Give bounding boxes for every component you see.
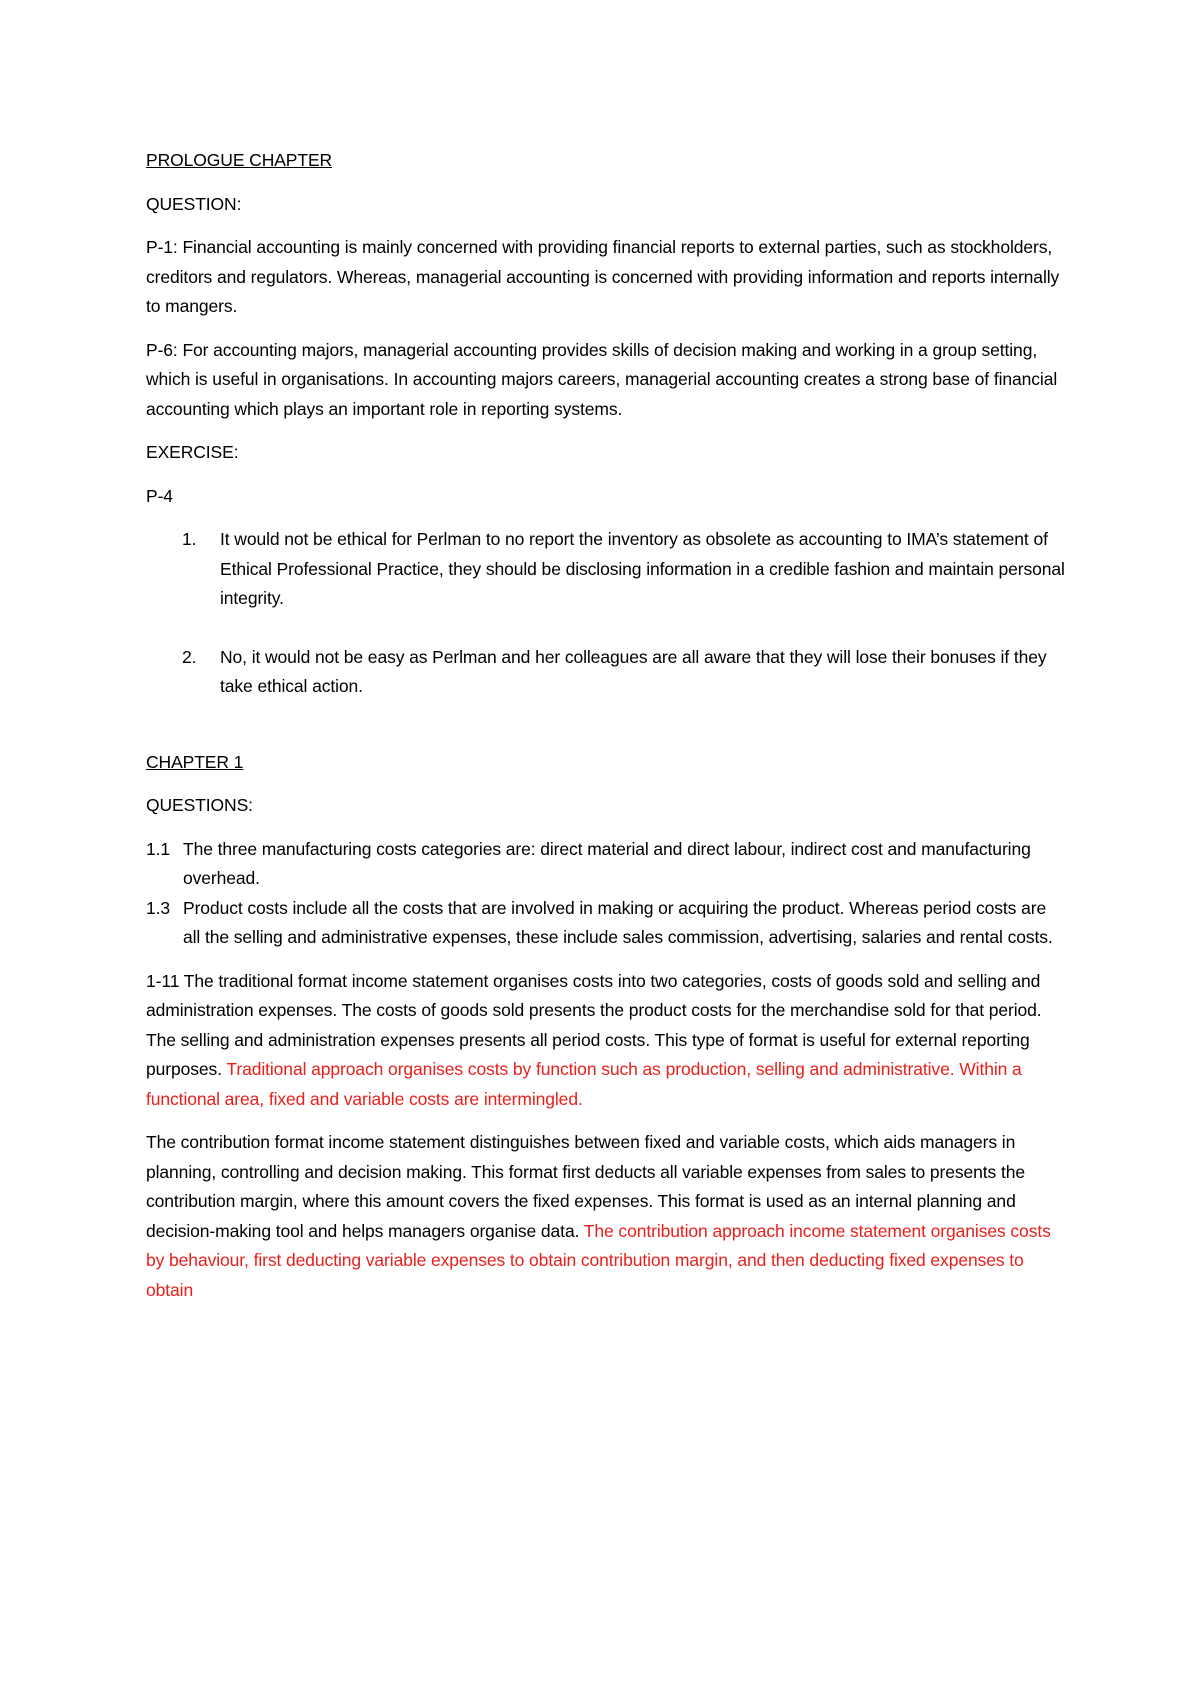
answer-1-11 [146,967,1066,1115]
exercise-label: EXERCISE: [146,442,239,462]
prologue-heading: PROLOGUE CHAPTER [146,150,333,170]
question-text: The three manufacturing costs categories are: direct material and direct labour, indirect cost and manufacturing overhead. [183,838,1031,888]
document-body [146,146,1066,1319]
question-number: 1.1 [146,838,171,859]
chapter1-heading: CHAPTER 1 [146,751,244,772]
question-item [146,835,1066,894]
exercise-item-number: 1. [182,529,197,549]
question-number: 1.3 [146,897,171,918]
exercise-list [146,525,1066,702]
answer-contribution-text: The contribution format income statement distinguishes between fixed and variable costs, which aids managers in planning, controlling and decision making. This format first deducts all variable expenses from sales to presents the contribution margin, where this amount covers the fixed expenses. This format is used as an internal planning and decision-making tool and helps managers organise data. [146,1132,1025,1241]
exercise-item [146,525,1066,614]
question-item [146,894,1066,953]
exercise-item [146,643,1066,702]
answer-1-11-text: 1-11 The traditional format income statement organises costs into two categories, costs of goods sold and selling and administration expenses. The costs of goods sold presents the product costs for the merchandise sold for that period. The selling and administration expenses presents all period costs. This type of format is useful for external reporting purposes. [146,970,1042,1079]
exercise-item-text: It would not be ethical for Perlman to no report the inventory as obsolete as accounting to IMA’s statement of Ethical Professional Practice, they should be disclosing information in a credible fashion and maintain personal integrity. [220,529,1065,608]
exercise-id: P-4 [146,485,173,506]
answer-contribution-correction: The contribution approach income statement organises costs by behaviour, first deducting variable expenses to obtain contribution margin, and then deducting fixed expenses to obtain [146,1220,1051,1300]
chapter1-question-list [146,835,1066,953]
answer-p6: P-6: For accounting majors, managerial accounting provides skills of decision making and working in a group setting, which is useful in organisations. In accounting majors careers, managerial accounting creates a strong base of financial accounting which plays an important role in reporting systems. [146,339,1058,419]
question-text: Product costs include all the costs that are involved in making or acquiring the product. Whereas period costs are all the selling and administrative expenses, these include sales commission, advertising, salaries and rental costs. [183,897,1053,947]
answer-p1: P-1: Financial accounting is mainly concerned with providing financial reports to external parties, such as stockholders, creditors and regulators. Whereas, managerial accounting is concerned with providing information and reports internally to mangers. [146,237,1060,316]
exercise-item-number: 2. [182,646,197,667]
answer-1-11-correction: Traditional approach organises costs by function such as production, selling and administrative. Within a functional area, fixed and variable costs are intermingled. [146,1059,1022,1109]
chapter1-questions-label: QUESTIONS: [146,795,253,815]
answer-contribution [146,1128,1066,1305]
exercise-item-text: No, it would not be easy as Perlman and her colleagues are all aware that they will lose their bonuses if they take ethical action. [220,646,1047,696]
prologue-question-label: QUESTION: [146,193,242,214]
